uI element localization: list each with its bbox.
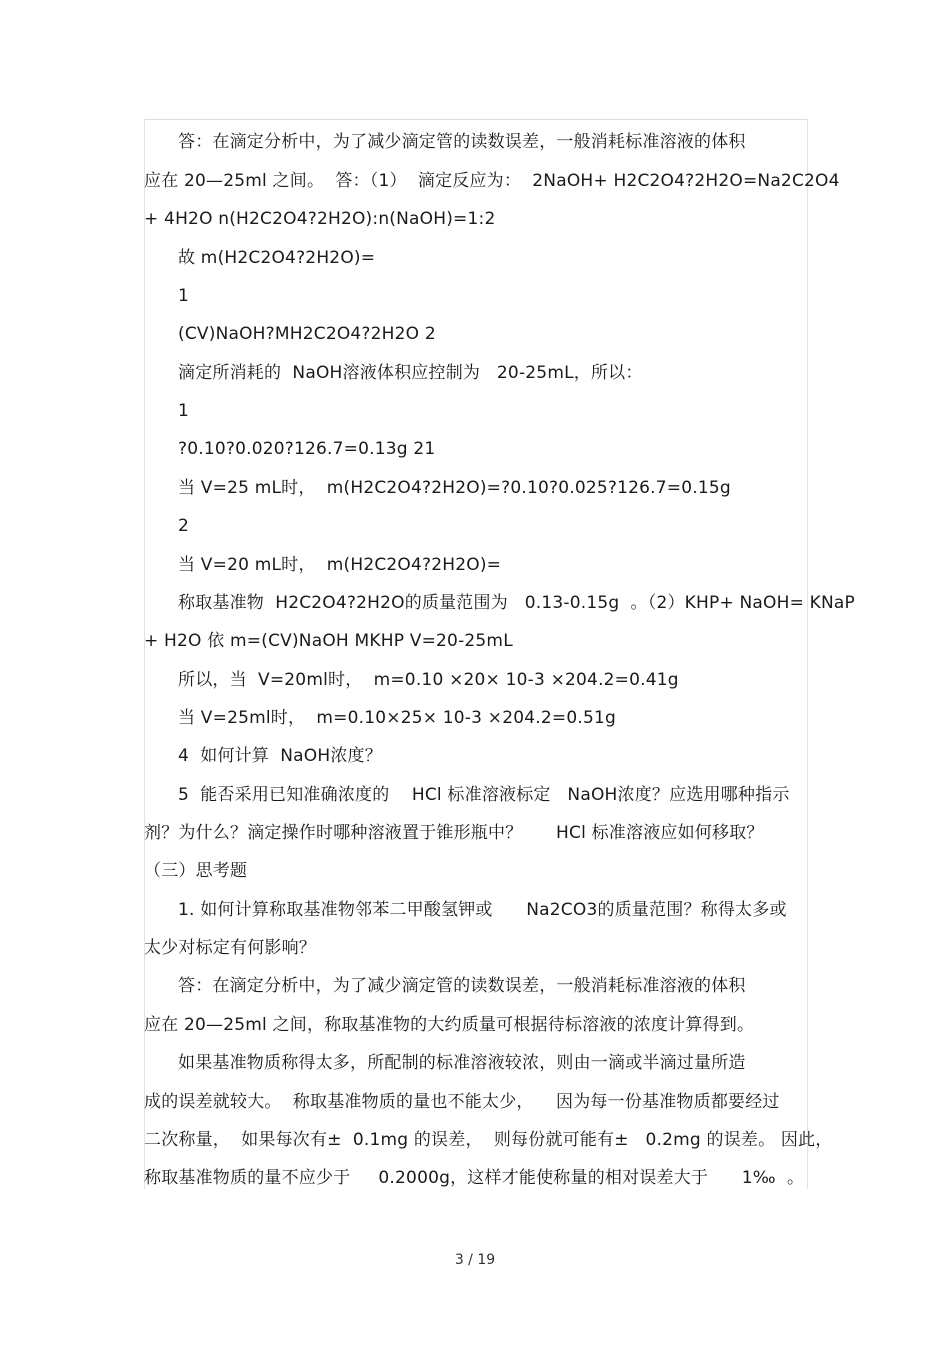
page-number: 3 / 19 <box>454 1252 496 1268</box>
text-line: 剂？为什么？滴定操作时哪种溶液置于锥形瓶中？ HCl 标准溶液应如何移取？ <box>144 823 764 843</box>
text-line: 1 <box>178 286 190 306</box>
text-line: 称取基准物质的量不应少于 0.2000g，这样才能使称量的相对误差大于 1‰ 。 <box>144 1168 805 1188</box>
text-line: ?0.10?0.020?126.7=0.13g 21 <box>178 439 436 459</box>
text-line: 所以，当 V=20ml时， m=0.10 ×20× 10-3 ×204.2=0.41g <box>178 670 679 690</box>
text-line: 成的误差就较大。 称取基准物质的量也不能太少， 因为每一份基准物质都要经过 <box>144 1092 780 1112</box>
text-line: 2 <box>178 516 190 536</box>
text-line: 1. 如何计算称取基准物邻苯二甲酸氢钾或 Na2CO3的质量范围？称得太多或 <box>178 900 787 920</box>
text-line: 太少对标定有何影响？ <box>144 938 316 958</box>
text-line: 滴定所消耗的 NaOH溶液体积应控制为 20-25mL，所以： <box>178 363 643 383</box>
section-heading: （三）思考题 <box>144 861 248 881</box>
text-line: 5 能否采用已知准确浓度的 HCl 标准溶液标定 NaOH浓度？应选用哪种指示 <box>178 785 790 805</box>
text-line: 答：在滴定分析中，为了减少滴定管的读数误差，一般消耗标准溶液的体积 <box>178 976 746 996</box>
text-line: 4 如何计算 NaOH浓度？ <box>178 746 382 766</box>
text-line: 答：在滴定分析中，为了减少滴定管的读数误差，一般消耗标准溶液的体积 <box>178 132 746 152</box>
text-line: (CV)NaOH?MH2C2O4?2H2O 2 <box>178 324 436 344</box>
text-line: 二次称量， 如果每次有± 0.1mg 的误差， 则每份就可能有± 0.2mg 的误差。 因此， <box>144 1130 833 1150</box>
text-line: 当 V=25 mL时， m(H2C2O4?2H2O)=?0.10?0.025?126.7=0.15g <box>178 478 731 498</box>
text-line: 如果基准物质称得太多，所配制的标准溶液较浓，则由一滴或半滴过量所造 <box>178 1053 746 1073</box>
text-line: 应在 20—25ml 之间。 答：（1） 滴定反应为： 2NaOH+ H2C2O4?2H2O=Na2C2O4 <box>144 171 840 191</box>
text-line: 称取基准物 H2C2O4?2H2O的质量范围为 0.13-0.15g 。（2）KHP+ NaOH= KNaP <box>178 593 855 613</box>
text-line: + H2O 依 m=(CV)NaOH MKHP V=20-25mL <box>144 631 513 651</box>
text-line: + 4H2O n(H2C2O4?2H2O):n(NaOH)=1:2 <box>144 209 496 229</box>
text-line: 1 <box>178 401 190 421</box>
text-line: 当 V=20 mL时， m(H2C2O4?2H2O)= <box>178 555 502 575</box>
text-line: 应在 20—25ml 之间，称取基准物的大约质量可根据待标溶液的浓度计算得到。 <box>144 1015 755 1035</box>
text-line: 故 m(H2C2O4?2H2O)= <box>178 248 376 268</box>
text-line: 当 V=25ml时， m=0.10×25× 10-3 ×204.2=0.51g <box>178 708 616 728</box>
